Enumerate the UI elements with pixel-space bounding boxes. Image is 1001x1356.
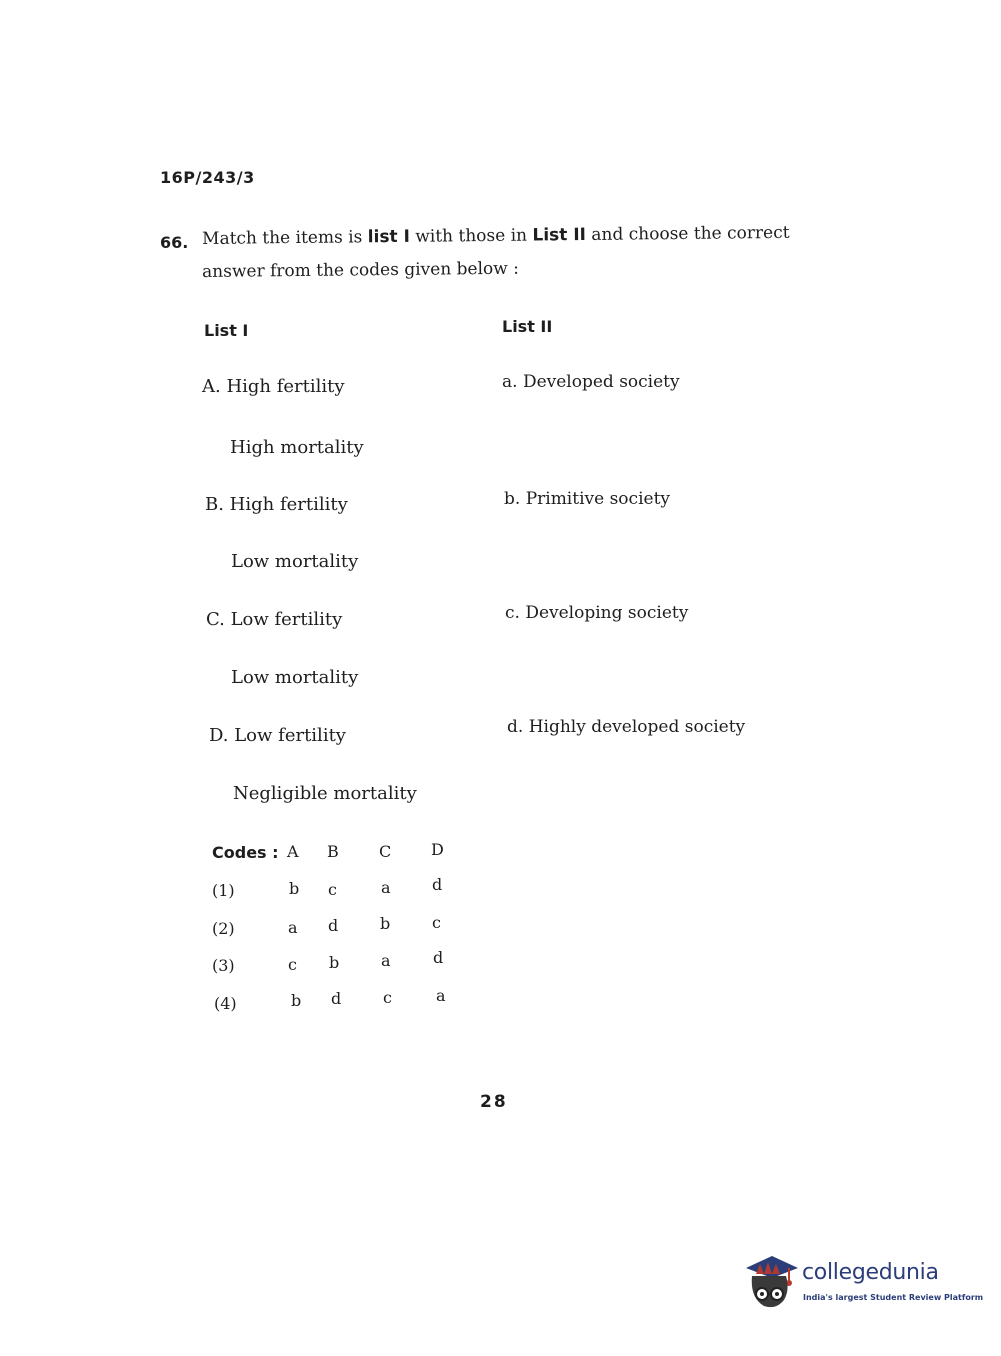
question-bold-list2: List II bbox=[532, 224, 587, 246]
code-cell: a bbox=[288, 918, 298, 937]
question-bold-list1: list I bbox=[367, 226, 410, 248]
question-text-part: Match the items is bbox=[202, 227, 368, 249]
paper-code: 16P/243/3 bbox=[160, 168, 255, 187]
list2-item-c: c. Developing society bbox=[505, 603, 689, 623]
question-text-part: and choose the correct bbox=[585, 222, 790, 245]
list2-item-b: b. Primitive society bbox=[504, 489, 670, 509]
code-cell: c bbox=[383, 988, 392, 1007]
codes-header-b: B bbox=[327, 842, 339, 861]
codes-header-a: A bbox=[287, 842, 299, 861]
list1-item-d: D. Low fertility bbox=[209, 725, 346, 746]
code-row-label: (2) bbox=[212, 919, 235, 938]
code-cell: a bbox=[381, 951, 391, 970]
question-number: 66. bbox=[160, 233, 189, 252]
question-text-line-1 bbox=[202, 223, 790, 249]
page-number: 28 bbox=[480, 1092, 508, 1112]
code-cell: d bbox=[328, 916, 339, 935]
code-cell: b bbox=[291, 991, 302, 1010]
code-row-label: (1) bbox=[212, 881, 235, 900]
mascot-icon bbox=[742, 1250, 800, 1312]
collegedunia-logo bbox=[742, 1246, 984, 1318]
logo-tagline: India's largest Student Review Platform bbox=[803, 1293, 984, 1302]
list2-item-d: d. Highly developed society bbox=[507, 717, 746, 737]
codes-label: Codes : bbox=[212, 843, 279, 862]
question-text-line-2: answer from the codes given below : bbox=[202, 258, 520, 282]
code-cell: d bbox=[433, 948, 444, 967]
code-cell: a bbox=[381, 878, 391, 897]
code-cell: c bbox=[432, 913, 441, 932]
list1-item-c: C. Low fertility bbox=[206, 609, 343, 630]
code-cell: b bbox=[380, 914, 391, 933]
code-cell: c bbox=[288, 955, 297, 974]
code-row-label: (3) bbox=[212, 956, 235, 975]
list1-item-c-sub: Low mortality bbox=[231, 667, 359, 688]
list1-item-a: A. High fertility bbox=[202, 376, 345, 397]
code-cell: b bbox=[329, 953, 340, 972]
code-cell: a bbox=[436, 986, 446, 1005]
list2-item-a: a. Developed society bbox=[502, 372, 680, 392]
codes-header-c: C bbox=[379, 842, 392, 861]
list2-heading: List II bbox=[502, 317, 553, 336]
logo-brand: collegedunia bbox=[802, 1260, 939, 1285]
list1-item-a-sub: High mortality bbox=[230, 437, 364, 458]
code-cell: d bbox=[432, 875, 443, 894]
code-row-label: (4) bbox=[214, 994, 237, 1013]
code-cell: b bbox=[289, 879, 300, 898]
list1-heading: List I bbox=[204, 321, 249, 340]
code-cell: d bbox=[331, 989, 342, 1008]
question-text-part: with those in bbox=[409, 225, 533, 247]
list1-item-b-sub: Low mortality bbox=[231, 551, 359, 572]
list1-item-d-sub: Negligible mortality bbox=[233, 783, 417, 804]
codes-header-d: D bbox=[431, 840, 444, 859]
list1-item-b: B. High fertility bbox=[205, 494, 348, 515]
code-cell: c bbox=[328, 880, 337, 899]
